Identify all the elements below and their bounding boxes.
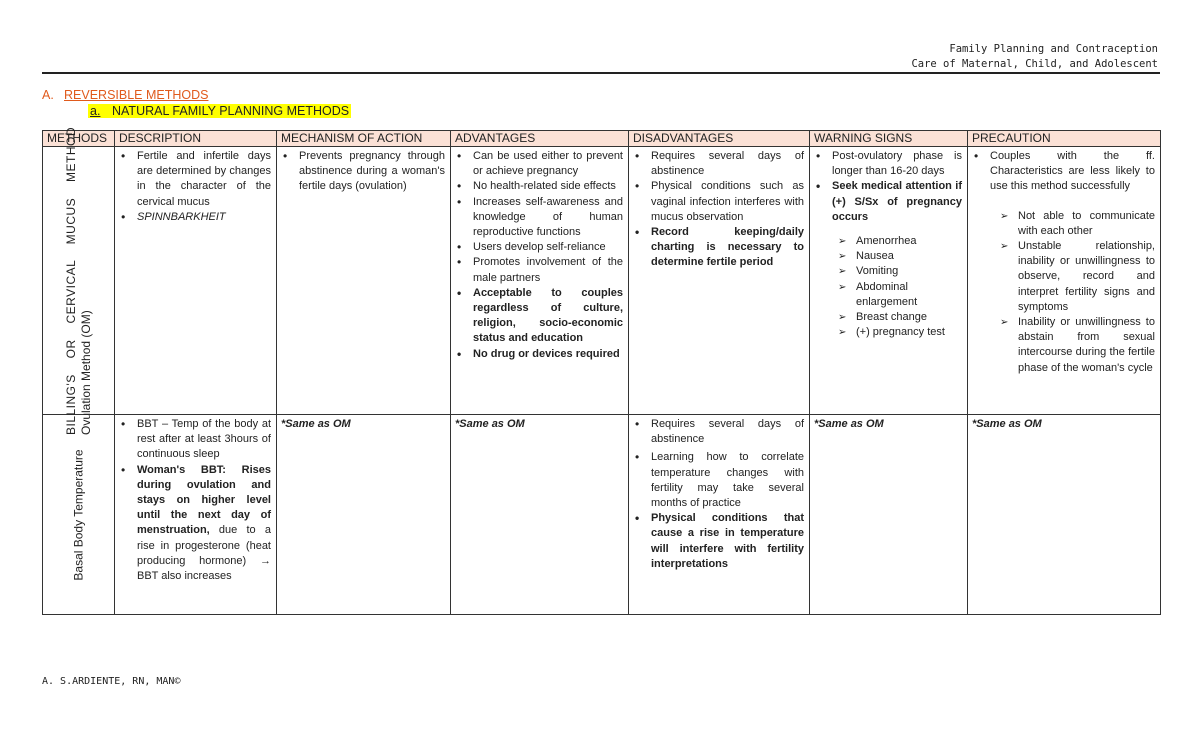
precaution-cell [968, 415, 1161, 615]
methods-table [42, 126, 1161, 615]
method-name [64, 127, 94, 435]
list-item: • Record keeping/daily charting is necessary to determine fertile period [633, 225, 804, 271]
bbt-rest-text: due to a rise in progesterone (heat producing hormone) → BBT also increases [137, 524, 271, 583]
list-item: • Couples with the ff. Characteristics are less likely to use this method successfully [972, 149, 1155, 195]
list-item: • Learning how to correlate temperature changes with fertility may take several months of practice [633, 450, 804, 511]
list-item: • Can be used either to prevent or achieve pregnancy [455, 149, 623, 179]
subsection-label: NATURAL FAMILY PLANNING METHODS [112, 104, 350, 118]
mechanism-cell [277, 147, 451, 415]
list-item: • Prevents pregnancy through abstinence during a woman's fertile days (ovulation) [281, 149, 445, 195]
section-label: REVERSIBLE METHODS [64, 88, 209, 102]
description-cell [115, 147, 277, 415]
col-header-warning-signs: WARNING SIGNS [810, 131, 968, 147]
list-item: ➢ Abdominal enlargement [836, 280, 962, 310]
method-name [71, 449, 86, 580]
same-as-om-text: *Same as OM [814, 418, 884, 430]
list-item: ➢ Inability or unwillingness to abstain from sexual intercourse during the fertile phase of the woman's cycle [998, 315, 1155, 376]
list-item: ➢ Breast change [836, 310, 962, 325]
advantages-cell [451, 415, 629, 615]
list-item: • Seek medical attention if (+) S/Sx of pregnancy occurs [814, 179, 962, 225]
author-footer: A. S.ARDIENTE, RN, MAN© [42, 676, 181, 687]
subsection-letter: a. [90, 104, 101, 118]
list-item: • Increases self-awareness and knowledge of human reproductive functions [455, 195, 623, 241]
section-letter: A. [42, 88, 54, 102]
list-item: • Requires several days of abstinence [633, 149, 804, 179]
list-item [119, 463, 271, 585]
description-cell [115, 415, 277, 615]
method-name-line-1: Basal Body Temperature [71, 448, 85, 581]
list-item: • Promotes involvement of the male partners [455, 255, 623, 285]
col-header-description: DESCRIPTION [115, 131, 277, 147]
disadvantages-cell [629, 415, 810, 615]
list-item: • Acceptable to couples regardless of culture, religion, socio-economic status and education [455, 286, 623, 347]
list-item: ➢ Unstable relationship, inability or unwillingness to observe, record and interpret fertility signs and symptoms [998, 239, 1155, 315]
list-item: • Users develop self-reliance [455, 240, 623, 255]
method-name-line-2: Ovulation Method (OM) [78, 309, 93, 435]
col-header-precaution: PRECAUTION [968, 131, 1161, 147]
same-as-om-text: *Same as OM [455, 418, 525, 430]
warning-signs-cell [810, 415, 968, 615]
list-item: ➢ (+) pregnancy test [836, 325, 962, 340]
col-header-disadvantages: DISADVANTAGES [629, 131, 810, 147]
header-line-2: Care of Maternal, Child, and Adolescent [911, 58, 1158, 70]
table-row-basal-body-temperature [43, 415, 1161, 615]
same-as-om-text: *Same as OM [281, 418, 351, 430]
mechanism-cell [277, 415, 451, 615]
bbt-bold-text: Woman's BBT: Rises during ovulation and stays on higher level until the next day of menstruation, [137, 463, 271, 537]
header-line-1: Family Planning and Contraception [949, 43, 1158, 55]
method-name-line-1: BILLING'S OR CERVICAL MUCUS METHOD [63, 126, 78, 435]
list-item: ➢ Amenorrhea [836, 234, 962, 249]
list-item: • Post-ovulatory phase is longer than 16-20 days [814, 149, 962, 179]
list-item: • Requires several days of abstinence [633, 417, 804, 447]
section-heading [42, 88, 208, 102]
list-item: ➢ Nausea [836, 249, 962, 264]
list-item: ➢ Vomiting [836, 264, 962, 279]
list-item: • Physical conditions that cause a rise in temperature will interfere with fertility interpretations [633, 511, 804, 572]
header-rule [42, 72, 1160, 74]
document-header [911, 42, 1158, 72]
same-as-om-text: *Same as OM [972, 418, 1042, 430]
list-item: • Fertile and infertile days are determined by changes in the character of the cervical mucus [119, 149, 271, 210]
subsection-heading [88, 104, 351, 118]
precaution-cell [968, 147, 1161, 415]
col-header-advantages: ADVANTAGES [451, 131, 629, 147]
col-header-methods: METHODS [43, 131, 115, 147]
method-cell [43, 415, 115, 615]
list-item: • Physical conditions such as vaginal infection interferes with mucus observation [633, 179, 804, 225]
table-header-row [43, 131, 1161, 147]
list-item: ➢ Not able to communicate with each other [998, 209, 1155, 239]
warning-signs-cell [810, 147, 968, 415]
table-row-ovulation-method [43, 147, 1161, 415]
col-header-mechanism: MECHANISM OF ACTION [277, 131, 451, 147]
list-item: • No drug or devices required [455, 347, 623, 362]
list-item: • BBT – Temp of the body at rest after at least 3hours of continuous sleep [119, 417, 271, 463]
advantages-cell [451, 147, 629, 415]
disadvantages-cell [629, 147, 810, 415]
list-item: • No health-related side effects [455, 179, 623, 194]
list-item: • SPINNBARKHEIT [119, 210, 271, 225]
